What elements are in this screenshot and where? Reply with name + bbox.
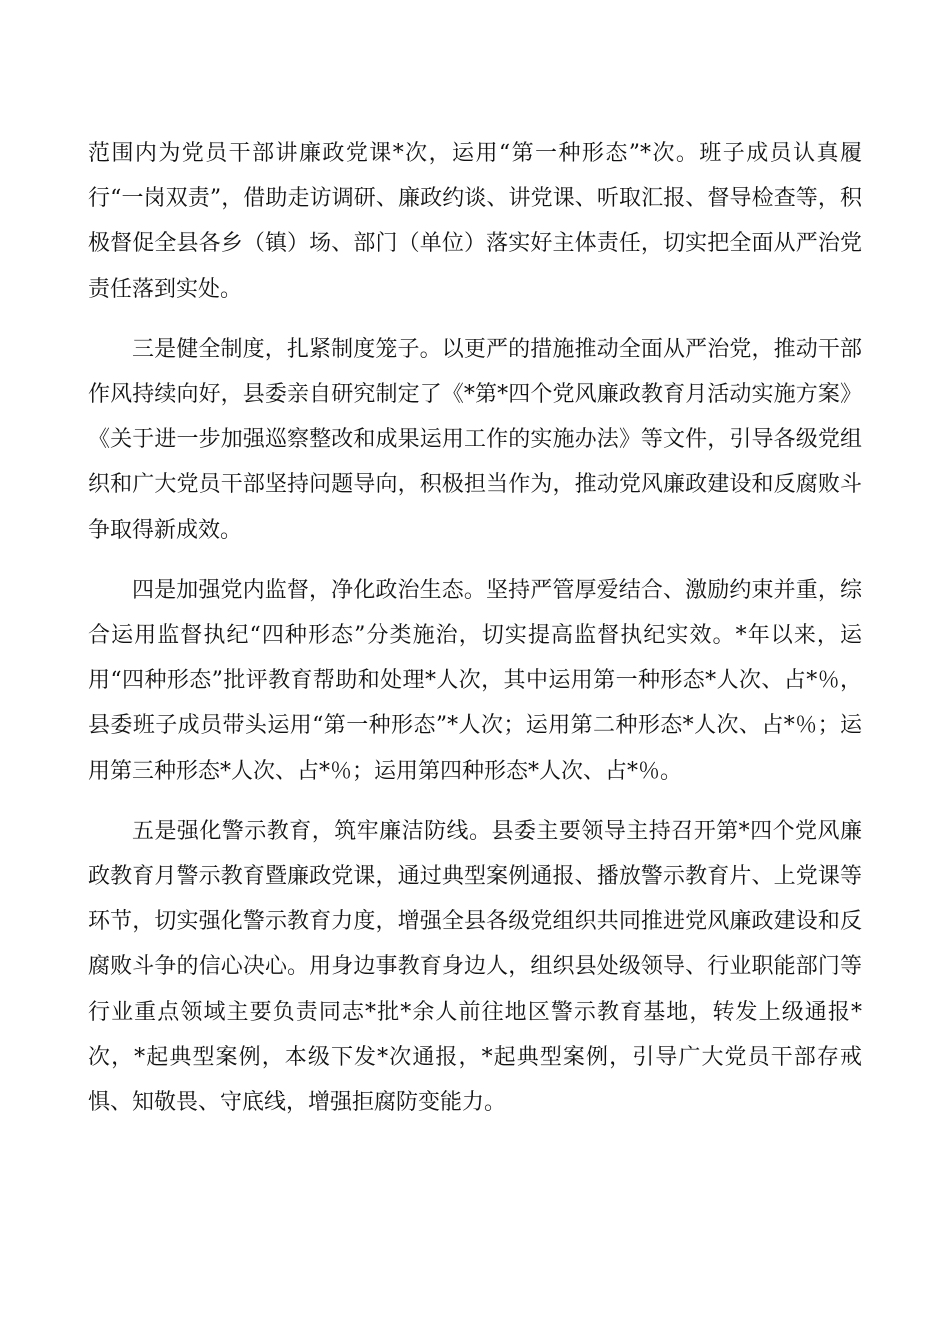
paragraph-continuation: 范围内为党员干部讲廉政党课*次，运用“第一种形态”*次。班子成员认真履行“一岗双责”，借助走访调研、廉政约谈、讲党课、听取汇报、督导检查等，积极督促全县各乡（镇）场、部门（单位）落实好主体责任，切实把全面从严治党责任落到实处。 bbox=[88, 141, 862, 302]
paragraph-internal-supervision: 四是加强党内监督，净化政治生态。坚持严管厚爱结合、激励约束并重，综合运用监督执纪“四种形态”分类施治，切实提高监督执纪实效。*年以来，运用“四种形态”批评教育帮助和处理*人次，其中运用第一种形态*人次、占*％，县委班子成员带头运用“第一种形态”*人次；运用第二种形态*人次、占*％；运用第三种形态*人次、占*％；运用第四种形态*人次、占*％。 bbox=[88, 577, 862, 784]
paragraph-system-building: 三是健全制度，扎紧制度笼子。以更严的措施推动全面从严治党，推动干部作风持续向好，县委亲自研究制定了《*第*四个党风廉政教育月活动实施方案》《关于进一步加强巡察整改和成果运用工作的实施办法》等文件，引导各级党组织和广大党员干部坚持问题导向，积极担当作为，推动党风廉政建设和反腐败斗争取得新成效。 bbox=[88, 336, 862, 543]
paragraph-warning-education: 五是强化警示教育，筑牢廉洁防线。县委主要领导主持召开第*四个党风廉政教育月警示教育暨廉政党课，通过典型案例通报、播放警示教育片、上党课等环节，切实强化警示教育力度，增强全县各级党组织共同推进党风廉政建设和反腐败斗争的信心决心。用身边事教育身边人，组织县处级领导、行业职能部门等行业重点领域主要负责同志*批*余人前往地区警示教育基地，转发上级通报*次，*起典型案例，本级下发*次通报，*起典型案例，引导广大党员干部存戒惧、知敬畏、守底线，增强拒腐防变能力。 bbox=[88, 818, 862, 1116]
document-body bbox=[88, 131, 862, 1140]
